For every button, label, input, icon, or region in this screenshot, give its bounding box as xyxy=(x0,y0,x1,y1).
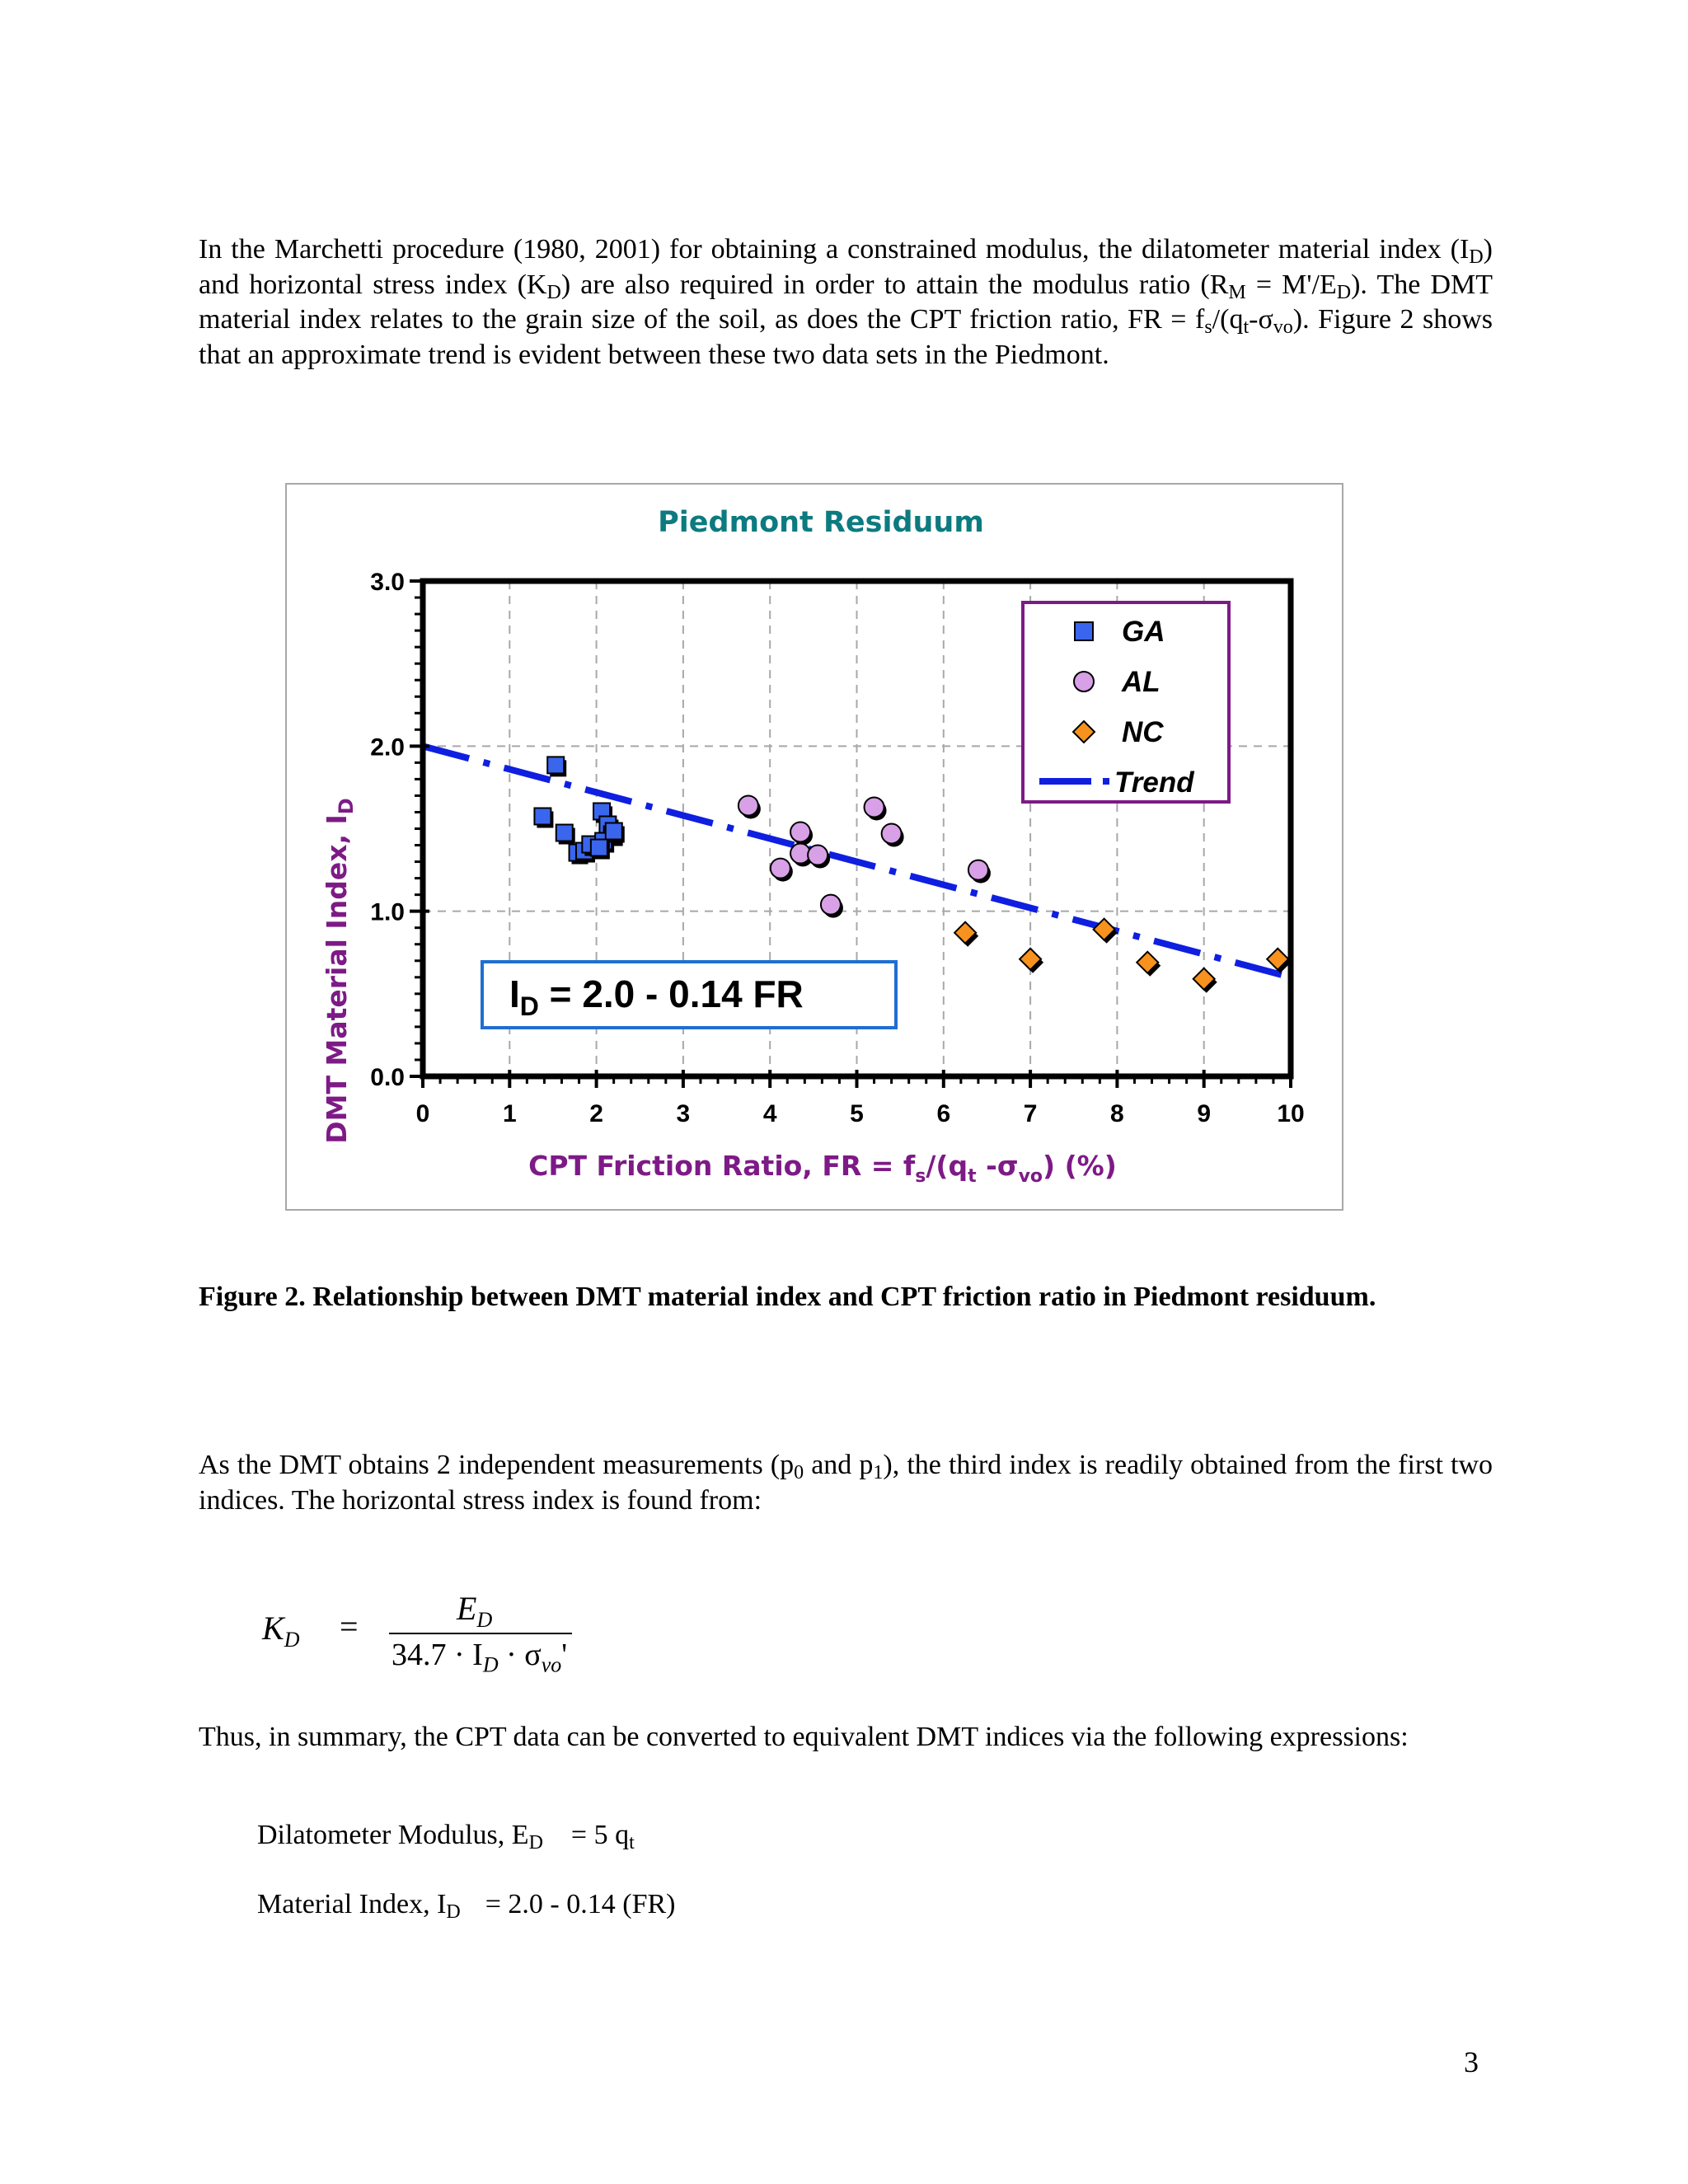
al-point xyxy=(821,895,843,918)
chart-title: Piedmont Residuum xyxy=(658,506,984,539)
marker xyxy=(606,823,622,840)
x-tick-label: 3 xyxy=(676,1100,691,1127)
marker xyxy=(808,846,828,865)
marker xyxy=(534,808,551,824)
ga-point xyxy=(556,825,575,845)
marker xyxy=(968,860,988,880)
legend-nc-label: NC xyxy=(1122,716,1164,748)
x-tick-label: 6 xyxy=(936,1100,951,1127)
x-tick-label: 10 xyxy=(1277,1100,1305,1127)
marker xyxy=(771,859,790,879)
formula-denominator: $34.7 \cdot I_D \cdot \sigma_{vo}'$ xyxy=(392,1638,568,1677)
al-point xyxy=(738,795,761,818)
marker xyxy=(547,757,564,773)
y-tick-label: 0.0 xyxy=(370,1064,405,1091)
marker xyxy=(865,797,884,817)
marker xyxy=(556,825,573,841)
y-axis-label: DMT Material Index, $I_D$ xyxy=(321,798,358,1144)
y-tick-label: 3.0 xyxy=(370,569,405,596)
legend-ga-marker xyxy=(1075,622,1093,640)
marker xyxy=(821,895,841,915)
measurement-paragraph: As the DMT obtains 2 independent measurements ($p_0$ and $p_1$), the third index is readily obtained from the first two indices. The horizontal stress index is found from: xyxy=(199,1450,1493,1516)
ga-point xyxy=(606,823,625,843)
ga-point xyxy=(591,840,610,860)
x-tick-label: 9 xyxy=(1197,1100,1212,1127)
al-point xyxy=(771,859,793,882)
nc-point xyxy=(1193,968,1217,993)
fraction-bar xyxy=(389,1633,572,1634)
x-tick-label: 1 xyxy=(502,1100,517,1127)
dilatometer-modulus-expression: Dilatometer Modulus, $E_D = 5$ $q_t$ xyxy=(257,1820,635,1854)
legend-ga-label: GA xyxy=(1122,616,1165,648)
al-point xyxy=(865,797,887,820)
nc-point xyxy=(1020,949,1043,973)
x-tick-label: 0 xyxy=(415,1100,430,1127)
material-index-expression: Material Index, $I_D = 2.0 - 0.14$ (FR) xyxy=(257,1889,676,1923)
nc-point xyxy=(954,922,978,947)
legend-al-marker xyxy=(1074,672,1094,691)
intro-paragraph: In the Marchetti procedure (1980, 2001) for obtaining a constrained modulus, the dilatometer material index $(I_D)$ and horizontal stress index $(K_D)$ are also required in order to attain the modulus ratio $(R_M = M'/E_D)$. The DMT material index relates to the grain size of the soil, as does the CPT friction ratio, FR = $f_s/(q_t-\sigma_{vo})$. Figure 2 shows that an approximate trend is evident between these two data sets in the Piedmont. xyxy=(199,234,1493,370)
scatter-chart xyxy=(287,485,1345,1212)
equation-text: $I_D = 2.0 - 0.14$ FR xyxy=(509,972,804,1021)
marker xyxy=(591,840,607,856)
x-tick-label: 2 xyxy=(589,1100,603,1127)
page-number: 3 xyxy=(1464,2046,1479,2079)
al-point xyxy=(808,846,830,869)
marker xyxy=(882,824,902,844)
formula-lhs: $K_D$ xyxy=(262,1610,300,1652)
marker xyxy=(738,795,758,815)
summary-paragraph: Thus, in summary, the CPT data can be converted to equivalent DMT indices via the following expressions: xyxy=(199,1722,1409,1752)
ga-point xyxy=(547,757,566,776)
y-tick-label: 1.0 xyxy=(370,898,405,926)
ga-point xyxy=(534,808,553,827)
marker xyxy=(790,823,810,842)
equation-box xyxy=(482,962,896,1028)
x-tick-label: 8 xyxy=(1110,1100,1124,1127)
figure-caption: Figure 2. Relationship between DMT material index and CPT friction ratio in Piedmont residuum. xyxy=(199,1282,1376,1312)
legend-al-label: AL xyxy=(1122,666,1160,698)
y-tick-label: 2.0 xyxy=(370,733,405,762)
formula-equals: = xyxy=(340,1608,359,1645)
legend-trend-label: Trend xyxy=(1114,766,1194,799)
legend xyxy=(1023,602,1229,802)
x-tick-label: 7 xyxy=(1023,1100,1038,1127)
x-axis-label: CPT Friction Ratio, FR = $f_s/(q_t$ $-\sigma_{vo}$) (%) xyxy=(528,1150,1117,1187)
x-tick-label: 5 xyxy=(850,1100,864,1127)
figure-frame xyxy=(285,483,1343,1211)
al-point xyxy=(882,824,904,847)
nc-point xyxy=(1137,952,1160,977)
al-point xyxy=(968,860,991,883)
x-tick-label: 4 xyxy=(762,1100,777,1127)
formula-numerator: $E_D$ xyxy=(457,1590,493,1632)
